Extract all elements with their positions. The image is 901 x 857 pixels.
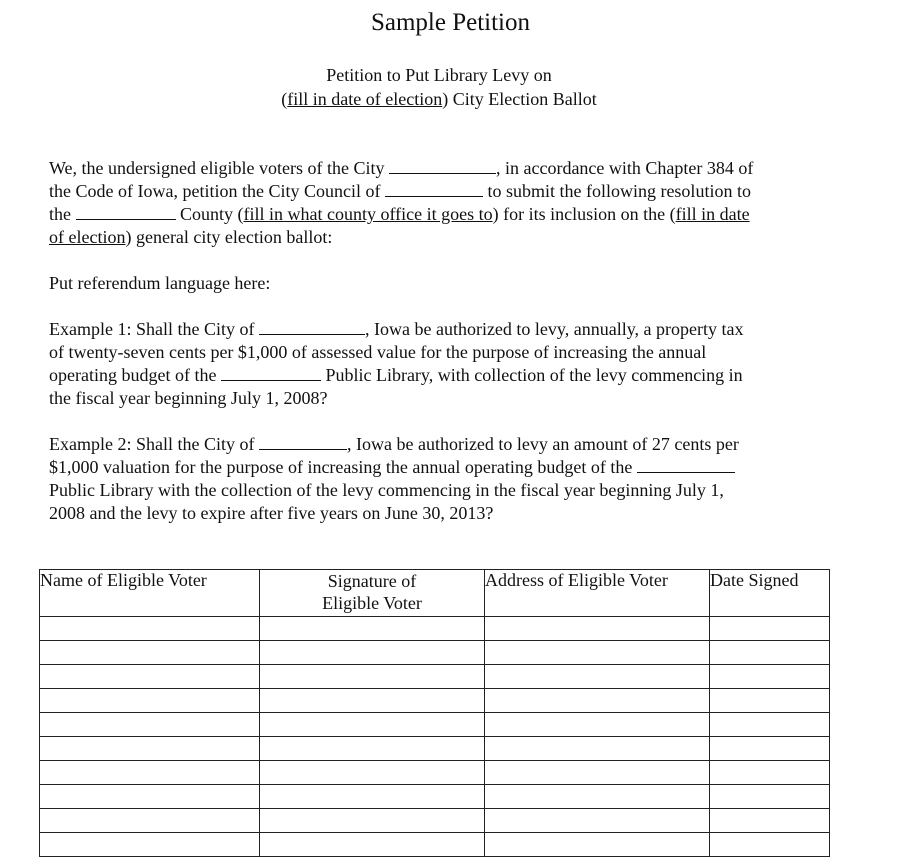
date-cell[interactable]	[710, 809, 830, 833]
date-cell[interactable]	[710, 689, 830, 713]
intro-text: ) for its inclusion on the (	[492, 204, 676, 224]
name-cell[interactable]	[40, 689, 260, 713]
table-row	[40, 713, 830, 737]
address-cell[interactable]	[485, 833, 710, 857]
city-blank	[259, 319, 365, 335]
library-blank	[221, 365, 321, 381]
intro-line-2	[49, 180, 751, 202]
example-2-line-3: Public Library with the collection of the levy commencing in the fiscal year beginning July 1,	[49, 480, 724, 500]
city-blank	[389, 158, 496, 174]
example-2-line-4: 2008 and the levy to expire after five years on June 30, 2013?	[49, 503, 494, 523]
signature-cell[interactable]	[260, 761, 485, 785]
address-cell[interactable]	[485, 665, 710, 689]
name-cell[interactable]	[40, 641, 260, 665]
signature-cell[interactable]	[260, 665, 485, 689]
table-row	[40, 689, 830, 713]
name-cell[interactable]	[40, 713, 260, 737]
example-2-line-2	[49, 456, 735, 478]
address-cell[interactable]	[485, 713, 710, 737]
intro-text: County (	[175, 204, 244, 224]
table-row	[40, 785, 830, 809]
name-cell[interactable]	[40, 761, 260, 785]
date-cell[interactable]	[710, 761, 830, 785]
intro-text: to submit the following resolution to	[482, 181, 751, 201]
intro-line-1	[49, 157, 753, 179]
signature-cell[interactable]	[260, 641, 485, 665]
example-text: , Iowa be authorized to levy, annually, a property tax	[364, 319, 744, 339]
column-header-date: Date Signed	[710, 570, 830, 617]
intro-text: ) general city election ballot:	[125, 227, 333, 247]
column-header-name: Name of Eligible Voter	[40, 570, 260, 617]
example-text: Public Library, with collection of the levy commencing in	[320, 365, 743, 385]
date-cell[interactable]	[710, 785, 830, 809]
table-row	[40, 641, 830, 665]
table-row	[40, 761, 830, 785]
election-date-fill: of election	[49, 227, 126, 247]
address-cell[interactable]	[485, 617, 710, 641]
signature-table	[39, 569, 830, 857]
signature-cell[interactable]	[260, 809, 485, 833]
signature-cell[interactable]	[260, 713, 485, 737]
table-row	[40, 809, 830, 833]
example-text: Example 2: Shall the City of	[49, 434, 259, 454]
name-cell[interactable]	[40, 665, 260, 689]
column-header-address: Address of Eligible Voter	[485, 570, 710, 617]
signature-cell[interactable]	[260, 737, 485, 761]
example-text: Example 1: Shall the City of	[49, 319, 259, 339]
signature-cell[interactable]	[260, 785, 485, 809]
date-cell[interactable]	[710, 713, 830, 737]
election-date-fill: fill in date	[675, 204, 750, 224]
address-cell[interactable]	[485, 641, 710, 665]
name-cell[interactable]	[40, 737, 260, 761]
date-cell[interactable]	[710, 737, 830, 761]
column-header-signature-line-2: Eligible Voter	[322, 593, 422, 613]
intro-line-4	[49, 226, 332, 248]
example-1-line-1	[49, 318, 744, 340]
county-blank	[76, 204, 176, 220]
library-blank	[637, 457, 735, 473]
column-header-signature	[260, 570, 485, 617]
example-1-line-3	[49, 364, 743, 386]
referendum-label: Put referendum language here:	[49, 273, 271, 293]
table-row	[40, 833, 830, 857]
city-blank	[259, 434, 347, 450]
table-row	[40, 617, 830, 641]
page-title: Sample Petition	[370, 9, 531, 36]
intro-line-3	[49, 203, 750, 225]
name-cell[interactable]	[40, 809, 260, 833]
name-cell[interactable]	[40, 617, 260, 641]
address-cell[interactable]	[485, 809, 710, 833]
date-cell[interactable]	[710, 665, 830, 689]
table-row	[40, 665, 830, 689]
intro-text: , in accordance with Chapter 384 of	[495, 158, 754, 178]
address-cell[interactable]	[485, 785, 710, 809]
table-row	[40, 737, 830, 761]
example-text: , Iowa be authorized to levy an amount of 27 cents per	[346, 434, 739, 454]
signature-cell[interactable]	[260, 689, 485, 713]
council-blank	[385, 181, 483, 197]
column-header-signature-line-1: Signature of	[327, 571, 417, 591]
address-cell[interactable]	[485, 689, 710, 713]
intro-text: the	[49, 204, 76, 224]
address-cell[interactable]	[485, 737, 710, 761]
intro-text: We, the undersigned eligible voters of the City	[49, 158, 389, 178]
example-1-line-2: of twenty-seven cents per $1,000 of assessed value for the purpose of increasing the annual	[49, 342, 707, 362]
date-cell[interactable]	[710, 833, 830, 857]
table-header-row	[40, 570, 830, 617]
signature-cell[interactable]	[260, 833, 485, 857]
example-text: $1,000 valuation for the purpose of increasing the annual operating budget of the	[49, 457, 637, 477]
county-office-fill: fill in what county office it goes to	[243, 204, 493, 224]
signature-cell[interactable]	[260, 617, 485, 641]
subtitle-line-2-rest: City Election Ballot	[448, 89, 597, 109]
example-2-line-1	[49, 433, 739, 455]
election-date-fill: fill in date of election	[287, 89, 443, 109]
name-cell[interactable]	[40, 785, 260, 809]
subtitle-line-1: Petition to Put Library Levy on	[326, 65, 552, 85]
example-text: operating budget of the	[49, 365, 221, 385]
name-cell[interactable]	[40, 833, 260, 857]
address-cell[interactable]	[485, 761, 710, 785]
intro-text: the Code of Iowa, petition the City Council of	[49, 181, 385, 201]
example-1-line-4: the fiscal year beginning July 1, 2008?	[49, 388, 328, 408]
subtitle-line-2: (fill in date of election) City Election Ballot	[281, 89, 597, 109]
date-cell[interactable]	[710, 641, 830, 665]
date-cell[interactable]	[710, 617, 830, 641]
